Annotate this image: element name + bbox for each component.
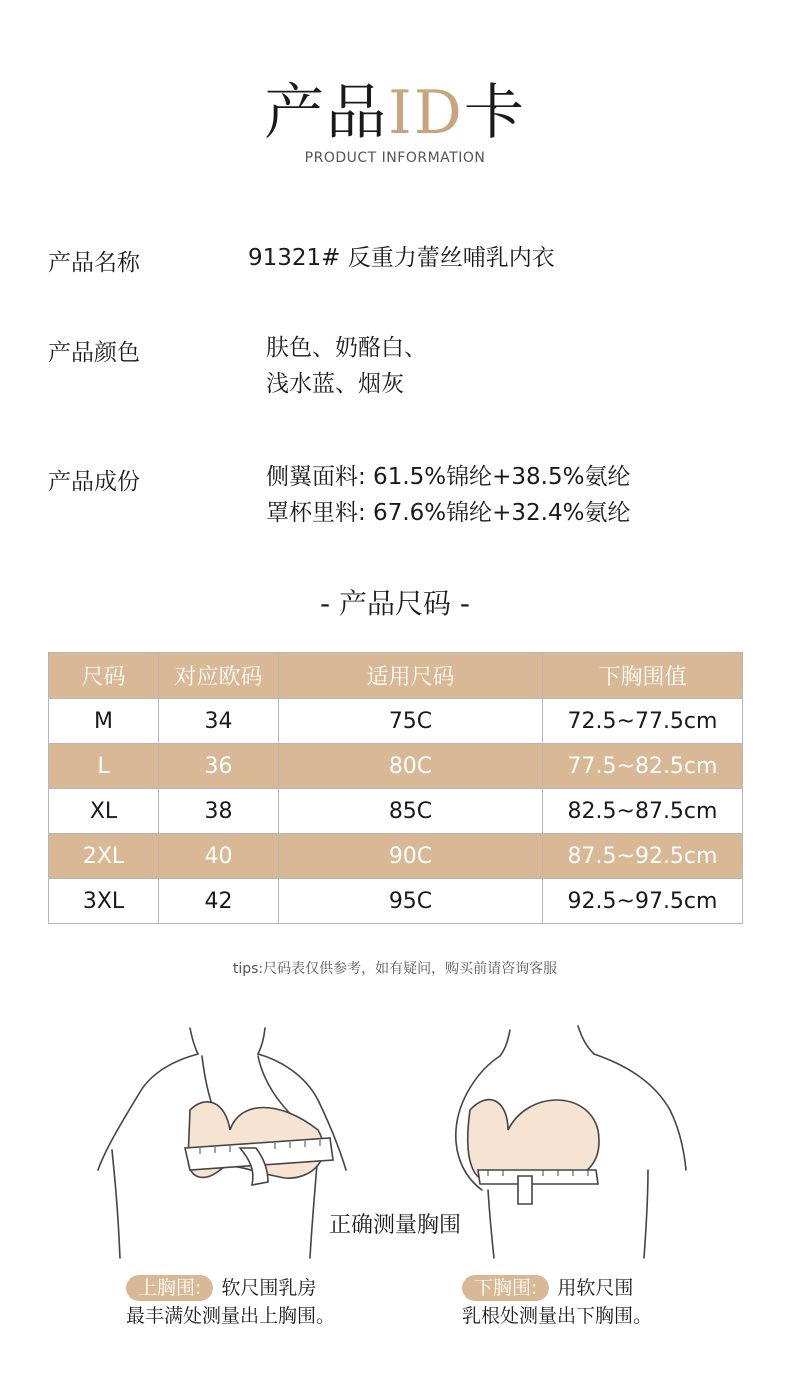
- page-subtitle: PRODUCT INFORMATION: [304, 150, 486, 166]
- product-name-label: 产品名称: [48, 250, 140, 276]
- table-cell: 77.5~82.5cm: [543, 744, 743, 789]
- product-color-line1: 肤色、奶酪白、: [266, 335, 427, 361]
- size-table: [48, 652, 743, 924]
- table-row: [49, 744, 743, 789]
- product-color-line2: 浅水蓝、烟灰: [266, 371, 404, 397]
- table-cell: 82.5~87.5cm: [543, 789, 743, 834]
- lower-bust-line1: 用软尺围: [557, 1277, 634, 1299]
- product-composition-line1: 侧翼面料: 61.5%锦纶+38.5%氨纶: [266, 464, 631, 490]
- table-cell: 3XL: [49, 879, 159, 924]
- size-table-header-row: [49, 653, 743, 699]
- title-prefix: 产品: [264, 78, 389, 148]
- lower-bust-tag: 下胸围:: [462, 1275, 549, 1301]
- table-cell: 75C: [279, 699, 543, 744]
- lower-bust-line2: 乳根处测量出下胸围。: [462, 1305, 653, 1327]
- table-cell: 95C: [279, 879, 543, 924]
- table-cell: 87.5~92.5cm: [543, 834, 743, 879]
- upper-bust-line2: 最丰满处测量出上胸围。: [126, 1305, 336, 1327]
- title-accent: ID: [388, 78, 464, 148]
- header-underbust: 下胸围值: [543, 653, 743, 699]
- table-cell: 90C: [279, 834, 543, 879]
- table-cell: 2XL: [49, 834, 159, 879]
- table-cell: 40: [159, 834, 279, 879]
- table-row: [49, 699, 743, 744]
- table-row: [49, 834, 743, 879]
- table-cell: 34: [159, 699, 279, 744]
- upper-bust-tag: 上胸围:: [126, 1275, 213, 1301]
- product-color-label: 产品颜色: [48, 340, 140, 366]
- header-fit-size: 适用尺码: [279, 653, 543, 699]
- table-cell: 80C: [279, 744, 543, 789]
- header-eu-size: 对应欧码: [159, 653, 279, 699]
- header-size: 尺码: [49, 653, 159, 699]
- table-cell: XL: [49, 789, 159, 834]
- measure-caption: 正确测量胸围: [328, 1213, 461, 1238]
- product-composition-line2: 罩杯里料: 67.6%锦纶+32.4%氨纶: [266, 500, 631, 526]
- table-cell: 72.5~77.5cm: [543, 699, 743, 744]
- table-cell: 36: [159, 744, 279, 789]
- table-cell: M: [49, 699, 159, 744]
- table-cell: 38: [159, 789, 279, 834]
- page-title: [0, 78, 790, 148]
- size-section-title: - 产品尺码 -: [319, 587, 470, 620]
- lower-bust-note: [462, 1274, 652, 1330]
- table-cell: 92.5~97.5cm: [543, 879, 743, 924]
- product-name-value: 91321# 反重力蕾丝哺乳内衣: [248, 245, 555, 271]
- upper-bust-line1: 软尺围乳房: [221, 1277, 317, 1299]
- table-row: [49, 789, 743, 834]
- table-row: [49, 879, 743, 924]
- table-cell: L: [49, 744, 159, 789]
- upper-bust-note: [126, 1274, 335, 1330]
- size-tips: tips:尺码表仅供参考，如有疑问，购买前请咨询客服: [232, 961, 558, 977]
- table-cell: 42: [159, 879, 279, 924]
- title-suffix: 卡: [463, 78, 526, 148]
- table-cell: 85C: [279, 789, 543, 834]
- product-composition-label: 产品成份: [48, 469, 140, 495]
